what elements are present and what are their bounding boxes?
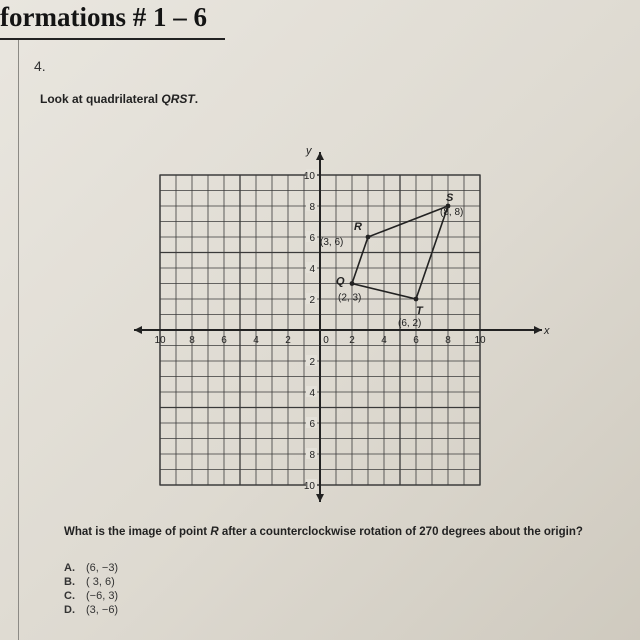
vertex-point [366,235,371,240]
choice-text: (6, −3) [86,562,119,574]
y-axis-arrow-top [316,152,324,160]
choice-letter: D. [64,604,75,616]
choice-b[interactable] [64,575,118,589]
choice-d[interactable] [64,603,118,617]
x-tick-label: 10 [474,335,486,346]
question-number: 4. [34,58,46,74]
vertex-points [320,192,463,329]
vertex-coordinate: (2, 3) [338,292,362,304]
x-tick-label: 10 [154,335,166,346]
y-tick-label: 2 [309,295,315,306]
x-tick-label: 6 [413,335,419,346]
y-axis-arrow-bottom [316,494,324,502]
y-tick-label: 6 [309,233,315,244]
title-underline [0,38,225,40]
choice-text: ( 3, 6) [86,576,115,588]
y-tick-label: 4 [309,264,315,275]
choice-a[interactable] [64,561,118,575]
prompt-end: . [194,92,199,106]
x-axis-arrow-left [134,326,142,334]
answer-choices [64,561,118,617]
vertex-coordinate: (8, 8) [440,207,464,218]
question-text [64,526,604,539]
y-tick-label: 8 [309,202,315,213]
y-tick-label: 4 [309,388,315,399]
x-tick-label: 2 [349,335,355,346]
choice-text: (3, −6) [86,604,119,616]
prompt-lead: Look at quadrilateral [40,92,162,106]
shape-name: QRST [161,92,195,106]
question-point: R [210,526,219,538]
vertex-name: T [416,305,423,317]
choice-text: (−6, 3) [86,590,119,602]
y-tick-label: 10 [303,481,315,492]
choice-c[interactable] [64,589,118,603]
vertex-name: Q [336,275,345,288]
vertex-coordinate: (3, 6) [320,237,344,248]
y-tick-label: 2 [309,357,315,368]
x-tick-label: 4 [381,335,387,346]
x-tick-label: 4 [253,335,259,346]
y-axis-label: y [306,145,312,157]
choice-letter: C. [64,590,75,602]
bleed-through-text [250,118,253,130]
coordinate-graph [130,140,550,510]
y-tick-label: 8 [309,450,315,461]
margin-line [18,40,19,640]
x-tick-label: 2 [285,335,291,346]
page-title: formations # 1 – 6 [0,2,207,32]
x-axis-label: x [544,325,550,337]
vertex-coordinate: (6, 2) [398,318,422,329]
vertex-name: S [446,192,454,204]
x-tick-label: 0 [323,335,329,346]
choice-letter: A. [64,562,75,574]
vertex-name: R [354,221,362,233]
x-tick-label: 6 [221,335,227,346]
choice-letter: B. [64,576,75,588]
vertex-point [350,281,355,286]
x-tick-label: 8 [189,335,195,346]
vertex-point [414,297,419,302]
x-tick-label: 8 [445,335,451,346]
question-text-before: What is the image of point [64,526,211,538]
question-prompt [40,92,198,106]
question-text-after: after a counterclockwise rotation of 270 degrees about the origin? [218,526,583,538]
y-tick-label: 6 [309,419,315,430]
y-tick-label: 10 [303,171,315,182]
x-axis-arrow-right [534,326,542,334]
axes [134,145,550,502]
